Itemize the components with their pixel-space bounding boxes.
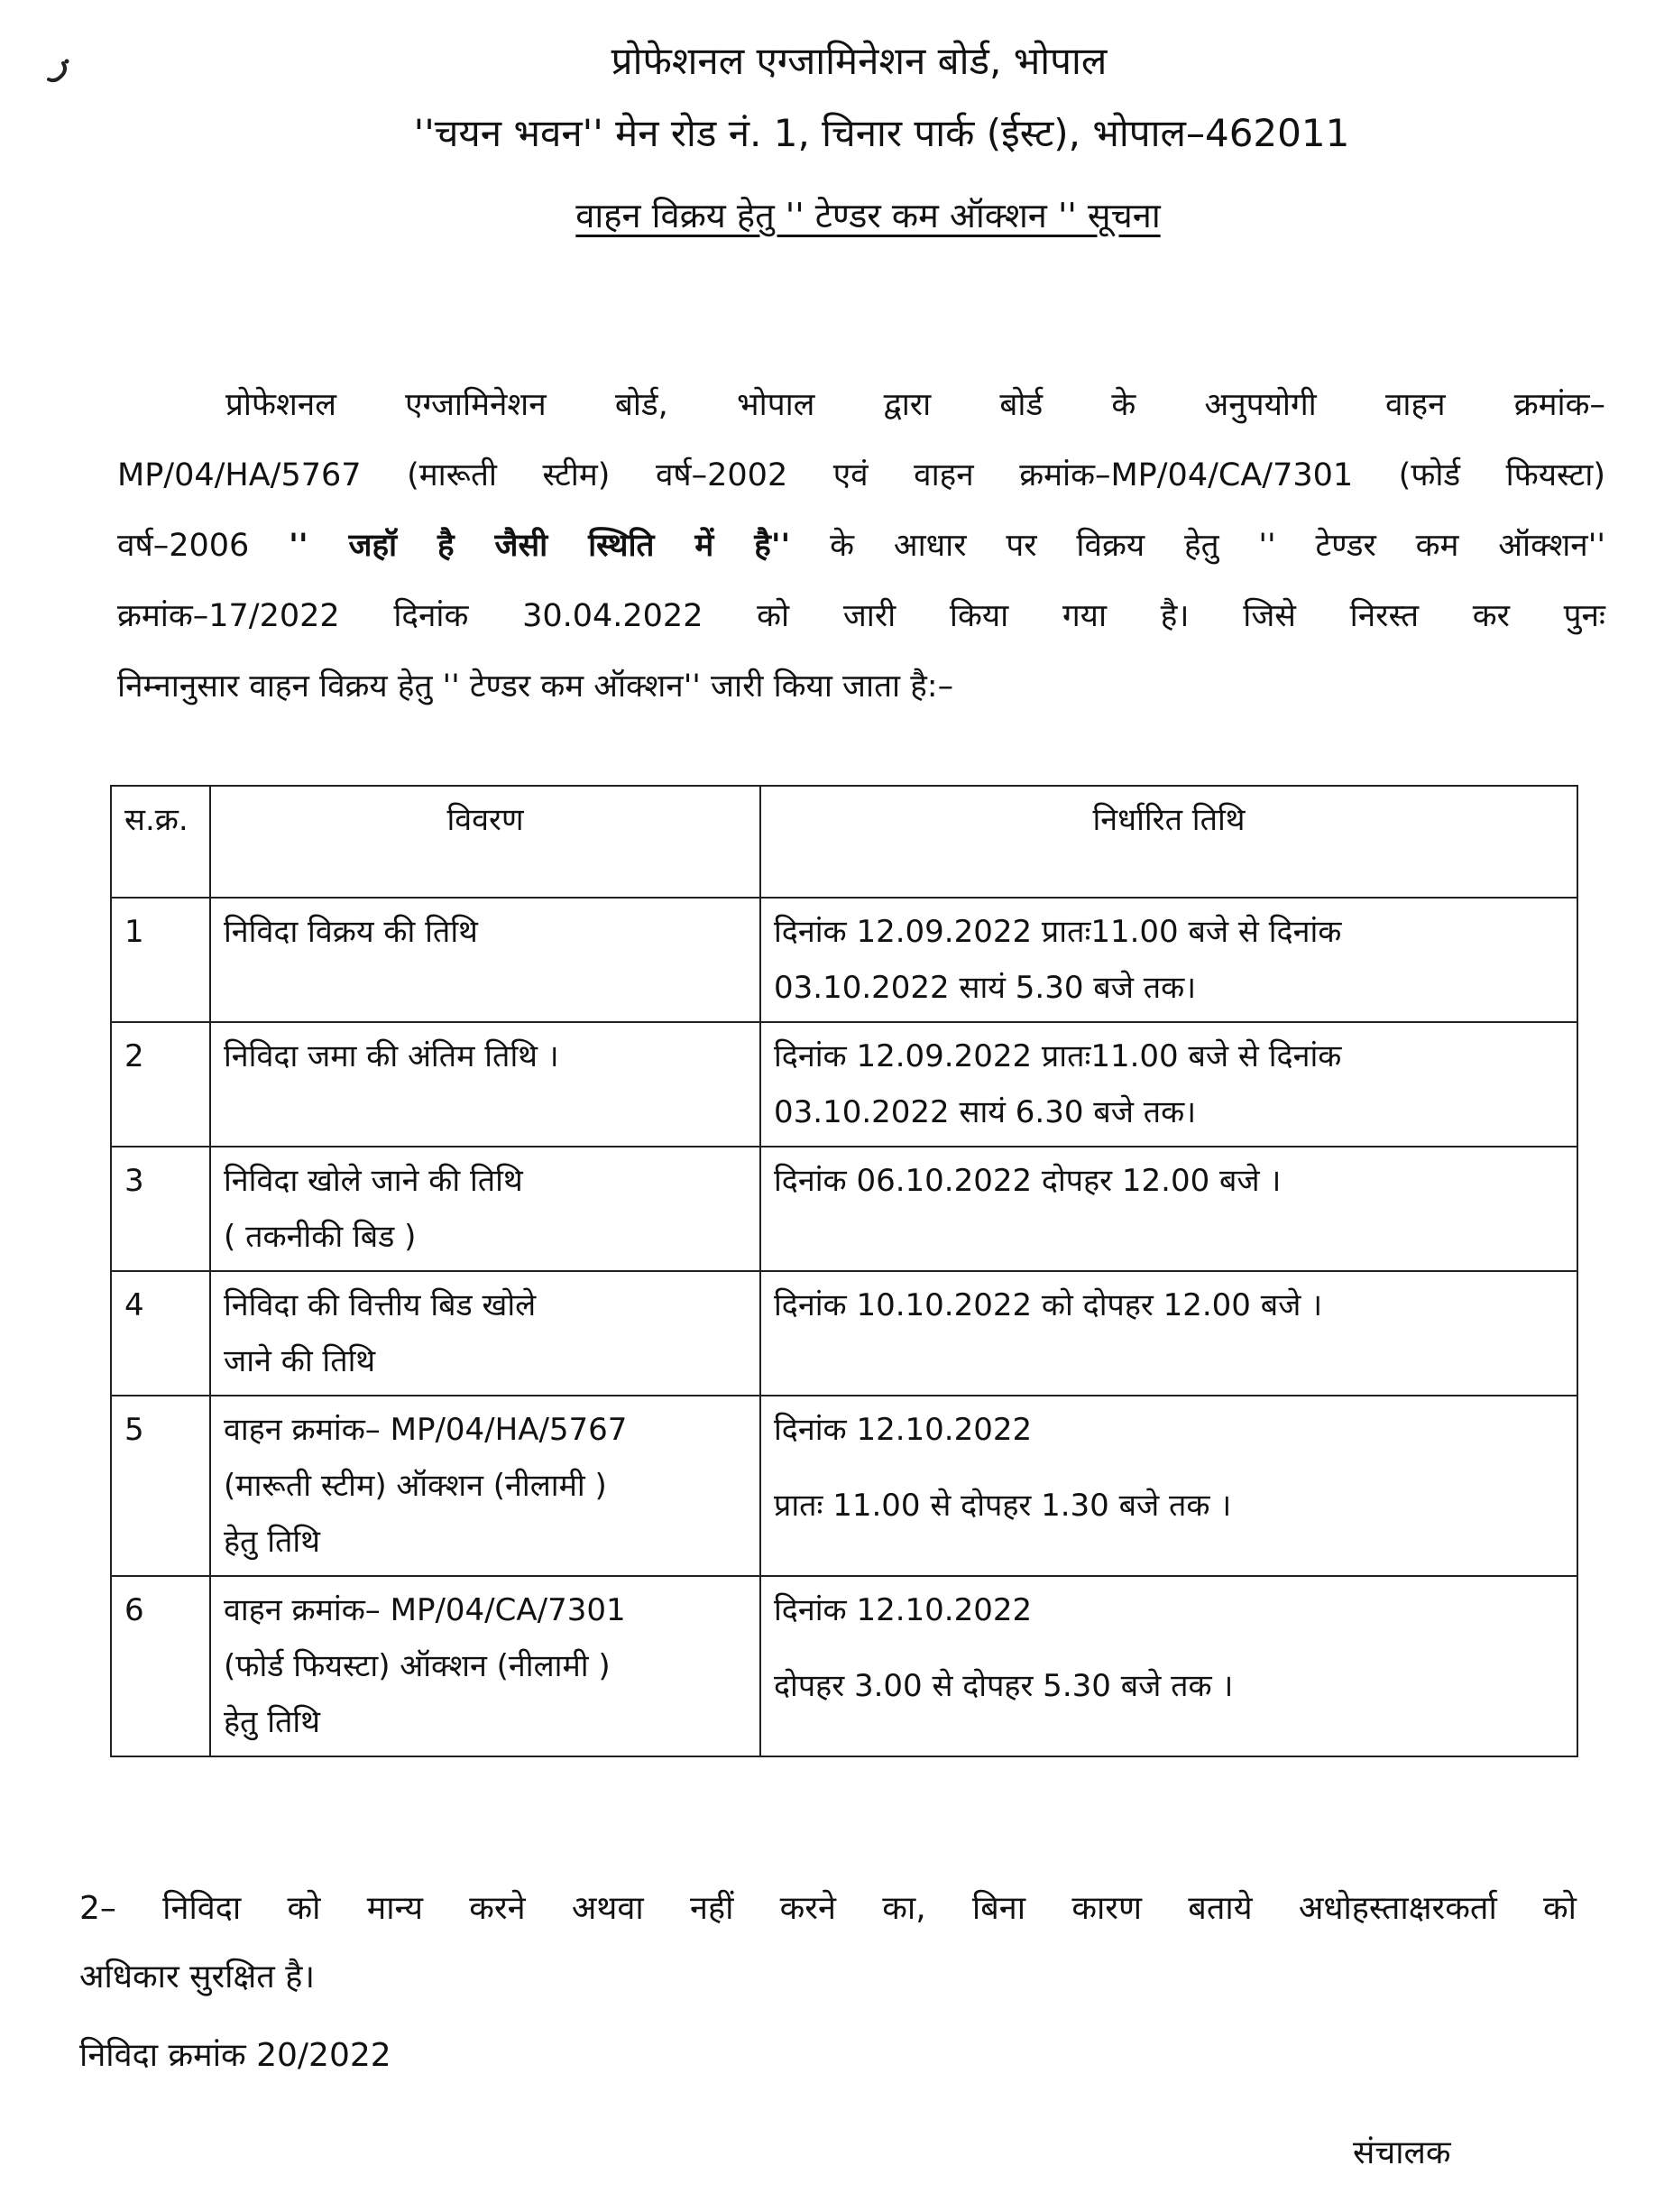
- organization-address: ''चयन भवन'' मेन रोड नं. 1, चिनार पार्क (ईस्ट), भोपाल–462011: [413, 111, 1350, 155]
- clause-2: [79, 1875, 1577, 2012]
- intro-line-3: [117, 511, 1605, 581]
- row-date-line: दोपहर 3.00 से दोपहर 5.30 बजे तक ।: [774, 1668, 1234, 1704]
- row-description-line: निविदा की वित्तीय बिड खोले: [224, 1287, 537, 1323]
- row-serial-number: 5: [111, 1396, 210, 1576]
- table-row: [111, 1147, 1577, 1271]
- tender-number: निविदा क्रमांक 20/2022: [79, 2037, 391, 2074]
- row-date-line: 03.10.2022 सायं 6.30 बजे तक।: [774, 1094, 1197, 1130]
- row-description-line: निविदा विक्रय की तिथि: [224, 914, 478, 950]
- row-serial-number: 6: [111, 1576, 210, 1756]
- clause-line-1: 2– निविदा को मान्य करने अथवा नहीं करने का, बिना कारण बताये अधोहस्ताक्षरकर्ता को: [79, 1890, 1577, 1927]
- row-date: [760, 1022, 1577, 1147]
- row-date: [760, 1147, 1577, 1271]
- row-description-line: जाने की तिथि: [224, 1343, 376, 1379]
- row-description-line: निविदा खोले जाने की तिथि: [224, 1163, 523, 1199]
- row-description-line: (फोर्ड फियस्टा) ऑक्शन (नीलामी ): [224, 1648, 611, 1684]
- intro-line-1: प्रोफेशनल एग्जामिनेशन बोर्ड, भोपाल द्वारा बोर्ड के अनुपयोगी वाहन क्रमांक–: [225, 387, 1605, 423]
- row-serial-number: 2: [111, 1022, 210, 1147]
- intro-line-3-emphasis: '' जहॉ है जैसी स्थिति में है'': [289, 528, 791, 564]
- row-description: [210, 1022, 760, 1147]
- table-row: [111, 1396, 1577, 1576]
- row-date-line: दिनांक 12.09.2022 प्रातः11.00 बजे से दिनांक: [774, 914, 1342, 950]
- row-description-line: हेतु तिथि: [224, 1704, 320, 1740]
- row-date-line: दिनांक 10.10.2022 को दोपहर 12.00 बजे ।: [774, 1287, 1323, 1323]
- intro-line-3-rest: के आधार पर विक्रय हेतु '' टेण्डर कम ऑक्शन'': [830, 528, 1605, 564]
- row-description: [210, 1576, 760, 1756]
- intro-paragraph: [117, 370, 1605, 722]
- row-description-line: ( तकनीकी बिड ): [224, 1219, 417, 1255]
- intro-line-5: निम्नानुसार वाहन विक्रय हेतु '' टेण्डर कम ऑक्शन'' जारी किया जाता है:–: [117, 668, 954, 705]
- row-date: [760, 1396, 1577, 1576]
- table-row: [111, 898, 1577, 1022]
- row-serial-number: 4: [111, 1271, 210, 1396]
- row-description-line: (मारूती स्टीम) ऑक्शन (नीलामी ): [224, 1468, 607, 1504]
- row-date: [760, 1271, 1577, 1396]
- notice-title: [0, 191, 1655, 238]
- signatory: संचालक: [1353, 2134, 1451, 2171]
- row-serial-number: 3: [111, 1147, 210, 1271]
- row-date-line: प्रातः 11.00 से दोपहर 1.30 बजे तक ।: [774, 1488, 1232, 1524]
- table-row: [111, 1022, 1577, 1147]
- organization-name: प्रोफेशनल एग्जामिनेशन बोर्ड, भोपाल: [611, 39, 1108, 83]
- row-date-line: दिनांक 12.10.2022: [774, 1412, 1033, 1448]
- row-date: [760, 1576, 1577, 1756]
- clause-line-2: अधिकार सुरक्षित है।: [79, 1959, 316, 1995]
- row-date-line: दिनांक 12.10.2022: [774, 1592, 1033, 1628]
- row-serial-number: 1: [111, 898, 210, 1022]
- row-description-line: वाहन क्रमांक– MP/04/CA/7301: [224, 1592, 626, 1628]
- header-description: विवरण: [210, 786, 760, 898]
- table-row: [111, 1271, 1577, 1396]
- row-date: [760, 898, 1577, 1022]
- intro-line-2: MP/04/HA/5767 (मारूती स्टीम) वर्ष–2002 एवं वाहन क्रमांक–MP/04/CA/7301 (फोर्ड फियस्टा): [117, 457, 1605, 493]
- row-description: [210, 1396, 760, 1576]
- row-description-line: निविदा जमा की अंतिम तिथि ।: [224, 1038, 559, 1074]
- row-date-line: 03.10.2022 सायं 5.30 बजे तक।: [774, 970, 1197, 1006]
- row-description: [210, 898, 760, 1022]
- schedule-table: [110, 785, 1578, 1757]
- table-row: [111, 1576, 1577, 1756]
- header-scheduled-date: निर्धारित तिथि: [760, 786, 1577, 898]
- row-description-line: वाहन क्रमांक– MP/04/HA/5767: [224, 1412, 628, 1448]
- intro-line-3-year: वर्ष–2006: [117, 528, 250, 564]
- notice-title-text: वाहन विक्रय हेतु '' टेण्डर कम ऑक्शन '' सूचना: [575, 196, 1161, 235]
- row-date-line: दिनांक 12.09.2022 प्रातः11.00 बजे से दिनांक: [774, 1038, 1342, 1074]
- row-date-line: दिनांक 06.10.2022 दोपहर 12.00 बजे ।: [774, 1163, 1282, 1199]
- table-header-row: [111, 786, 1577, 898]
- row-description: [210, 1147, 760, 1271]
- intro-line-4: क्रमांक–17/2022 दिनांक 30.04.2022 को जारी किया गया है। जिसे निरस्त कर पुनः: [117, 598, 1605, 634]
- header-serial-number: स.क्र.: [111, 786, 210, 898]
- row-description: [210, 1271, 760, 1396]
- row-description-line: हेतु तिथि: [224, 1524, 320, 1560]
